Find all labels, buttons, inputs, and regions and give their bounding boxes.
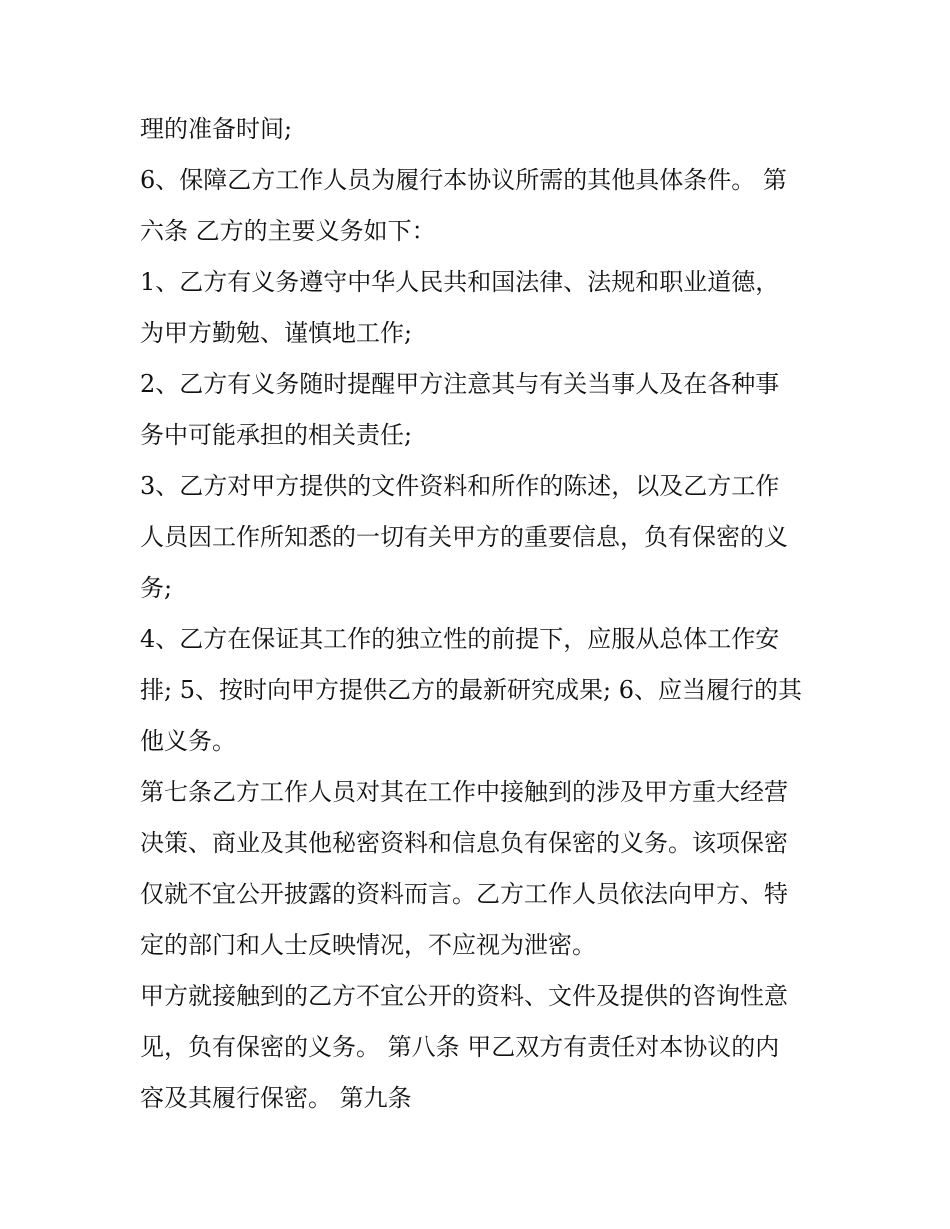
text-line: 定的部门和人士反映情况，不应视为泄密。	[140, 931, 596, 959]
text-line: 甲方就接触到的乙方不宜公开的资料、文件及提供的咨询性意	[140, 982, 788, 1010]
text-line: 人员因工作所知悉的一切有关甲方的重要信息，负有保密的义	[140, 523, 788, 551]
text-line: 容及其履行保密。 第九条	[140, 1084, 412, 1112]
text-line: 理的准备时间;	[140, 115, 293, 143]
text-line: 务;	[140, 574, 173, 602]
text-line: 决策、商业及其他秘密资料和信息负有保密的义务。该项保密	[140, 829, 788, 857]
text-line: 仅就不宜公开披露的资料而言。乙方工作人员依法向甲方、特	[140, 880, 788, 908]
text-line: 排; 5、按时向甲方提供乙方的最新研究成果; 6、应当履行的其	[140, 676, 802, 704]
document-body	[140, 104, 820, 1124]
text-line: 为甲方勤勉、谨慎地工作;	[140, 319, 413, 347]
text-line: 务中可能承担的相关责任;	[140, 421, 413, 449]
text-line: 六条 乙方的主要义务如下：	[140, 217, 436, 245]
text-line: 第七条乙方工作人员对其在工作中接触到的涉及甲方重大经营	[140, 778, 788, 806]
text-line: 1、乙方有义务遵守中华人民共和国法律、法规和职业道德，	[140, 268, 780, 296]
text-line: 4、乙方在保证其工作的独立性的前提下，应服从总体工作安	[140, 625, 780, 653]
text-line: 2、乙方有义务随时提醒甲方注意其与有关当事人及在各种事	[140, 370, 780, 398]
text-line: 见，负有保密的义务。 第八条 甲乙双方有责任对本协议的内	[140, 1033, 780, 1061]
text-line: 6、保障乙方工作人员为履行本协议所需的其他具体条件。 第	[140, 166, 787, 194]
text-line: 他义务。	[140, 727, 236, 755]
text-line: 3、乙方对甲方提供的文件资料和所作的陈述，以及乙方工作	[140, 472, 780, 500]
